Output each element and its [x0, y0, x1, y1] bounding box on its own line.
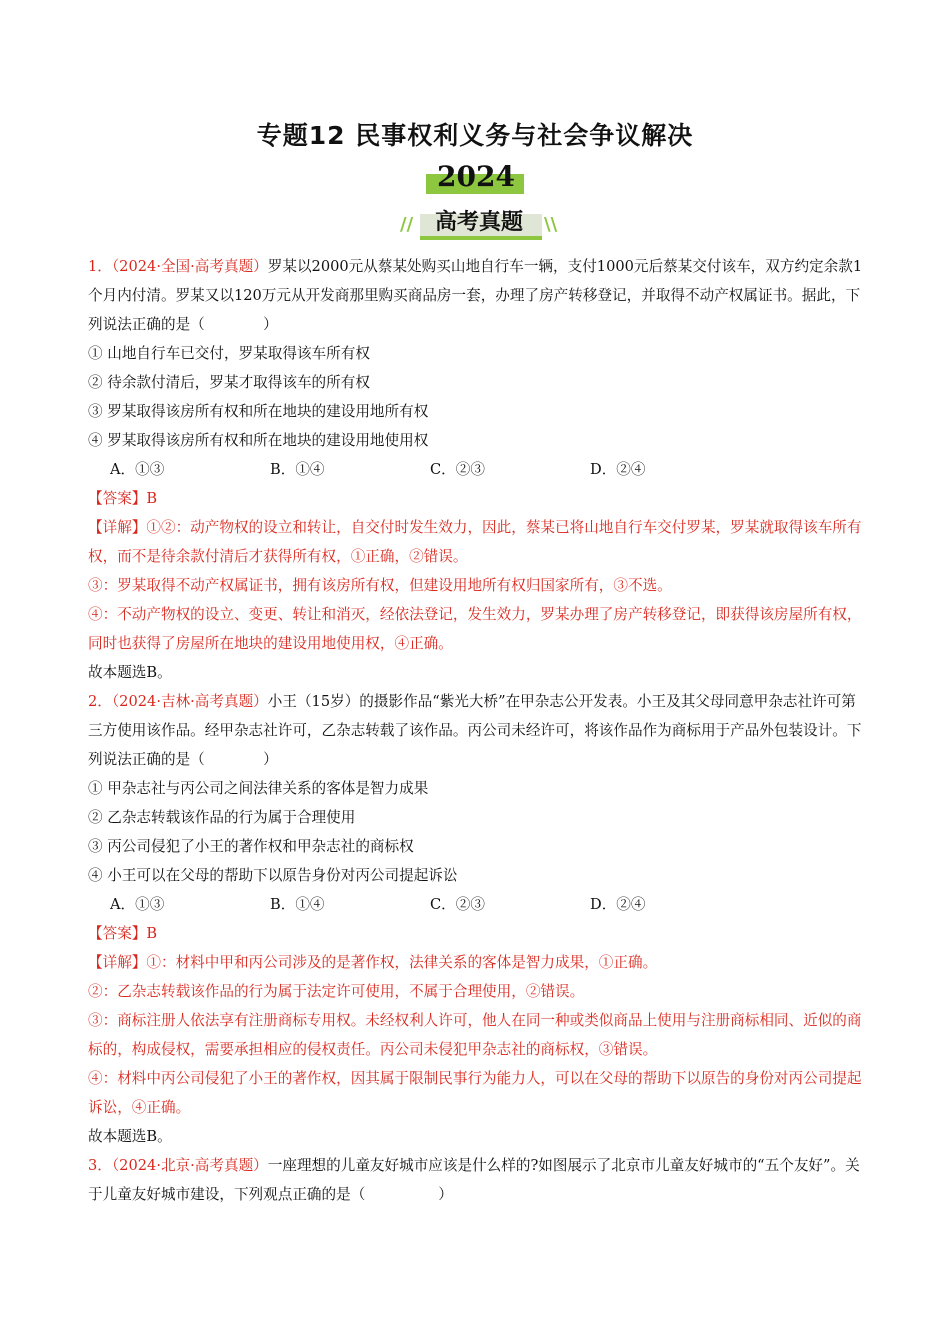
question-2-item: ④ 小王可以在父母的帮助下以原告身份对丙公司提起诉讼	[88, 867, 458, 884]
page-title: 专题12 民事权利义务与社会争议解决	[256, 121, 694, 150]
option-b: B．①④	[270, 896, 325, 913]
option-a: A．①③	[110, 896, 165, 913]
question-1-analysis: ③：罗某取得不动产权属证书，拥有该房所有权，但建设用地所有权归国家所有，③不选。	[88, 577, 672, 594]
question-2-stem	[88, 687, 868, 774]
question-2-conclusion: 故本题选B。	[88, 1128, 172, 1145]
option-d: D．②④	[590, 896, 646, 913]
question-2-item: ③ 丙公司侵犯了小王的著作权和甲杂志社的商标权	[88, 838, 414, 855]
question-1-answer: 【答案】B	[88, 490, 158, 507]
section-label: 高考真题	[434, 210, 523, 235]
question-1-item: ① 山地自行车已交付，罗某取得该车所有权	[88, 345, 370, 362]
section-banner	[398, 204, 560, 240]
question-1-source: （2024·全国·高考真题）	[111, 258, 268, 275]
question-2-number: 2．	[88, 693, 112, 710]
slash-right-decoration: \\	[544, 214, 558, 235]
question-2-item: ① 甲杂志社与丙公司之间法律关系的客体是智力成果	[88, 780, 429, 797]
question-3-stem	[88, 1151, 868, 1209]
option-a: A．①③	[110, 461, 165, 478]
question-1-text: 罗某以2000元从蔡某处购买山地自行车一辆，支付1000元后蔡某交付该车，双方约定余款1个月内付清。罗某又以120万元从开发商那里购买商品房一套，办理了房产转移登记，并取得不动产权属证书。据此，下列说法正确的是（ ）	[88, 258, 863, 333]
option-b: B．①④	[270, 461, 325, 478]
question-1-analysis: 【详解】①②：动产物权的设立和转让，自交付时发生效力，因此，蔡某已将山地自行车交付罗某，罗某就取得该车所有权，而不是待余款付清后才获得所有权，①正确，②错误。	[88, 519, 862, 565]
question-2-item: ② 乙杂志转载该作品的行为属于合理使用	[88, 809, 356, 826]
year-label: 2024	[437, 160, 515, 193]
question-1-analysis: ④：不动产物权的设立、变更、转让和消灭，经依法登记，发生效力，罗某办理了房产转移登记，即获得该房屋所有权，同时也获得了房屋所在地块的建设用地使用权，④正确。	[88, 606, 862, 652]
year-banner	[420, 160, 532, 196]
question-2-source: （2024·吉林·高考真题）	[111, 693, 268, 710]
question-2-analysis: 【详解】①：材料中甲和丙公司涉及的是著作权，法律关系的客体是智力成果，①正确。	[88, 954, 658, 971]
question-2-text: 小王（15岁）的摄影作品“紫光大桥”在甲杂志公开发表。小王及其父母同意甲杂志社许可第三方使用该作品。经甲杂志社许可，乙杂志转载了该作品。丙公司未经许可，将该作品作为商标用于产品外包装设计。下列说法正确的是（ ）	[88, 693, 862, 768]
question-3-number: 3．	[88, 1157, 112, 1174]
question-2-analysis: ②：乙杂志转载该作品的行为属于法定许可使用，不属于合理使用，②错误。	[88, 983, 585, 1000]
question-1-item: ② 待余款付清后，罗某才取得该车的所有权	[88, 374, 370, 391]
question-2-options	[88, 890, 868, 919]
question-1-stem	[88, 252, 868, 339]
question-1-item: ③ 罗某取得该房所有权和所在地块的建设用地所有权	[88, 403, 429, 420]
option-c: C．②③	[430, 896, 485, 913]
slash-left-decoration: //	[400, 214, 414, 235]
question-3-source: （2024·北京·高考真题）	[111, 1157, 268, 1174]
question-1-number: 1．	[88, 258, 112, 275]
question-2-analysis: ④：材料中丙公司侵犯了小王的著作权，因其属于限制民事行为能力人，可以在父母的帮助下以原告的身份对丙公司提起诉讼，④正确。	[88, 1070, 862, 1116]
question-1-item: ④ 罗某取得该房所有权和所在地块的建设用地使用权	[88, 432, 429, 449]
question-3-text: 一座理想的儿童友好城市应该是什么样的?如图展示了北京市儿童友好城市的“五个友好”。关于儿童友好城市建设，下列观点正确的是（ ）	[88, 1157, 860, 1203]
option-d: D．②④	[590, 461, 646, 478]
question-1-options	[88, 455, 868, 484]
question-2-answer: 【答案】B	[88, 925, 158, 942]
option-c: C．②③	[430, 461, 485, 478]
document-body	[88, 252, 868, 1209]
question-1-conclusion: 故本题选B。	[88, 664, 172, 681]
question-2-analysis: ③：商标注册人依法享有注册商标专用权。未经权利人许可，他人在同一种或类似商品上使用与注册商标相同、近似的商标的，构成侵权，需要承担相应的侵权责任。丙公司未侵犯甲杂志社的商标权，③错误。	[88, 1012, 862, 1058]
